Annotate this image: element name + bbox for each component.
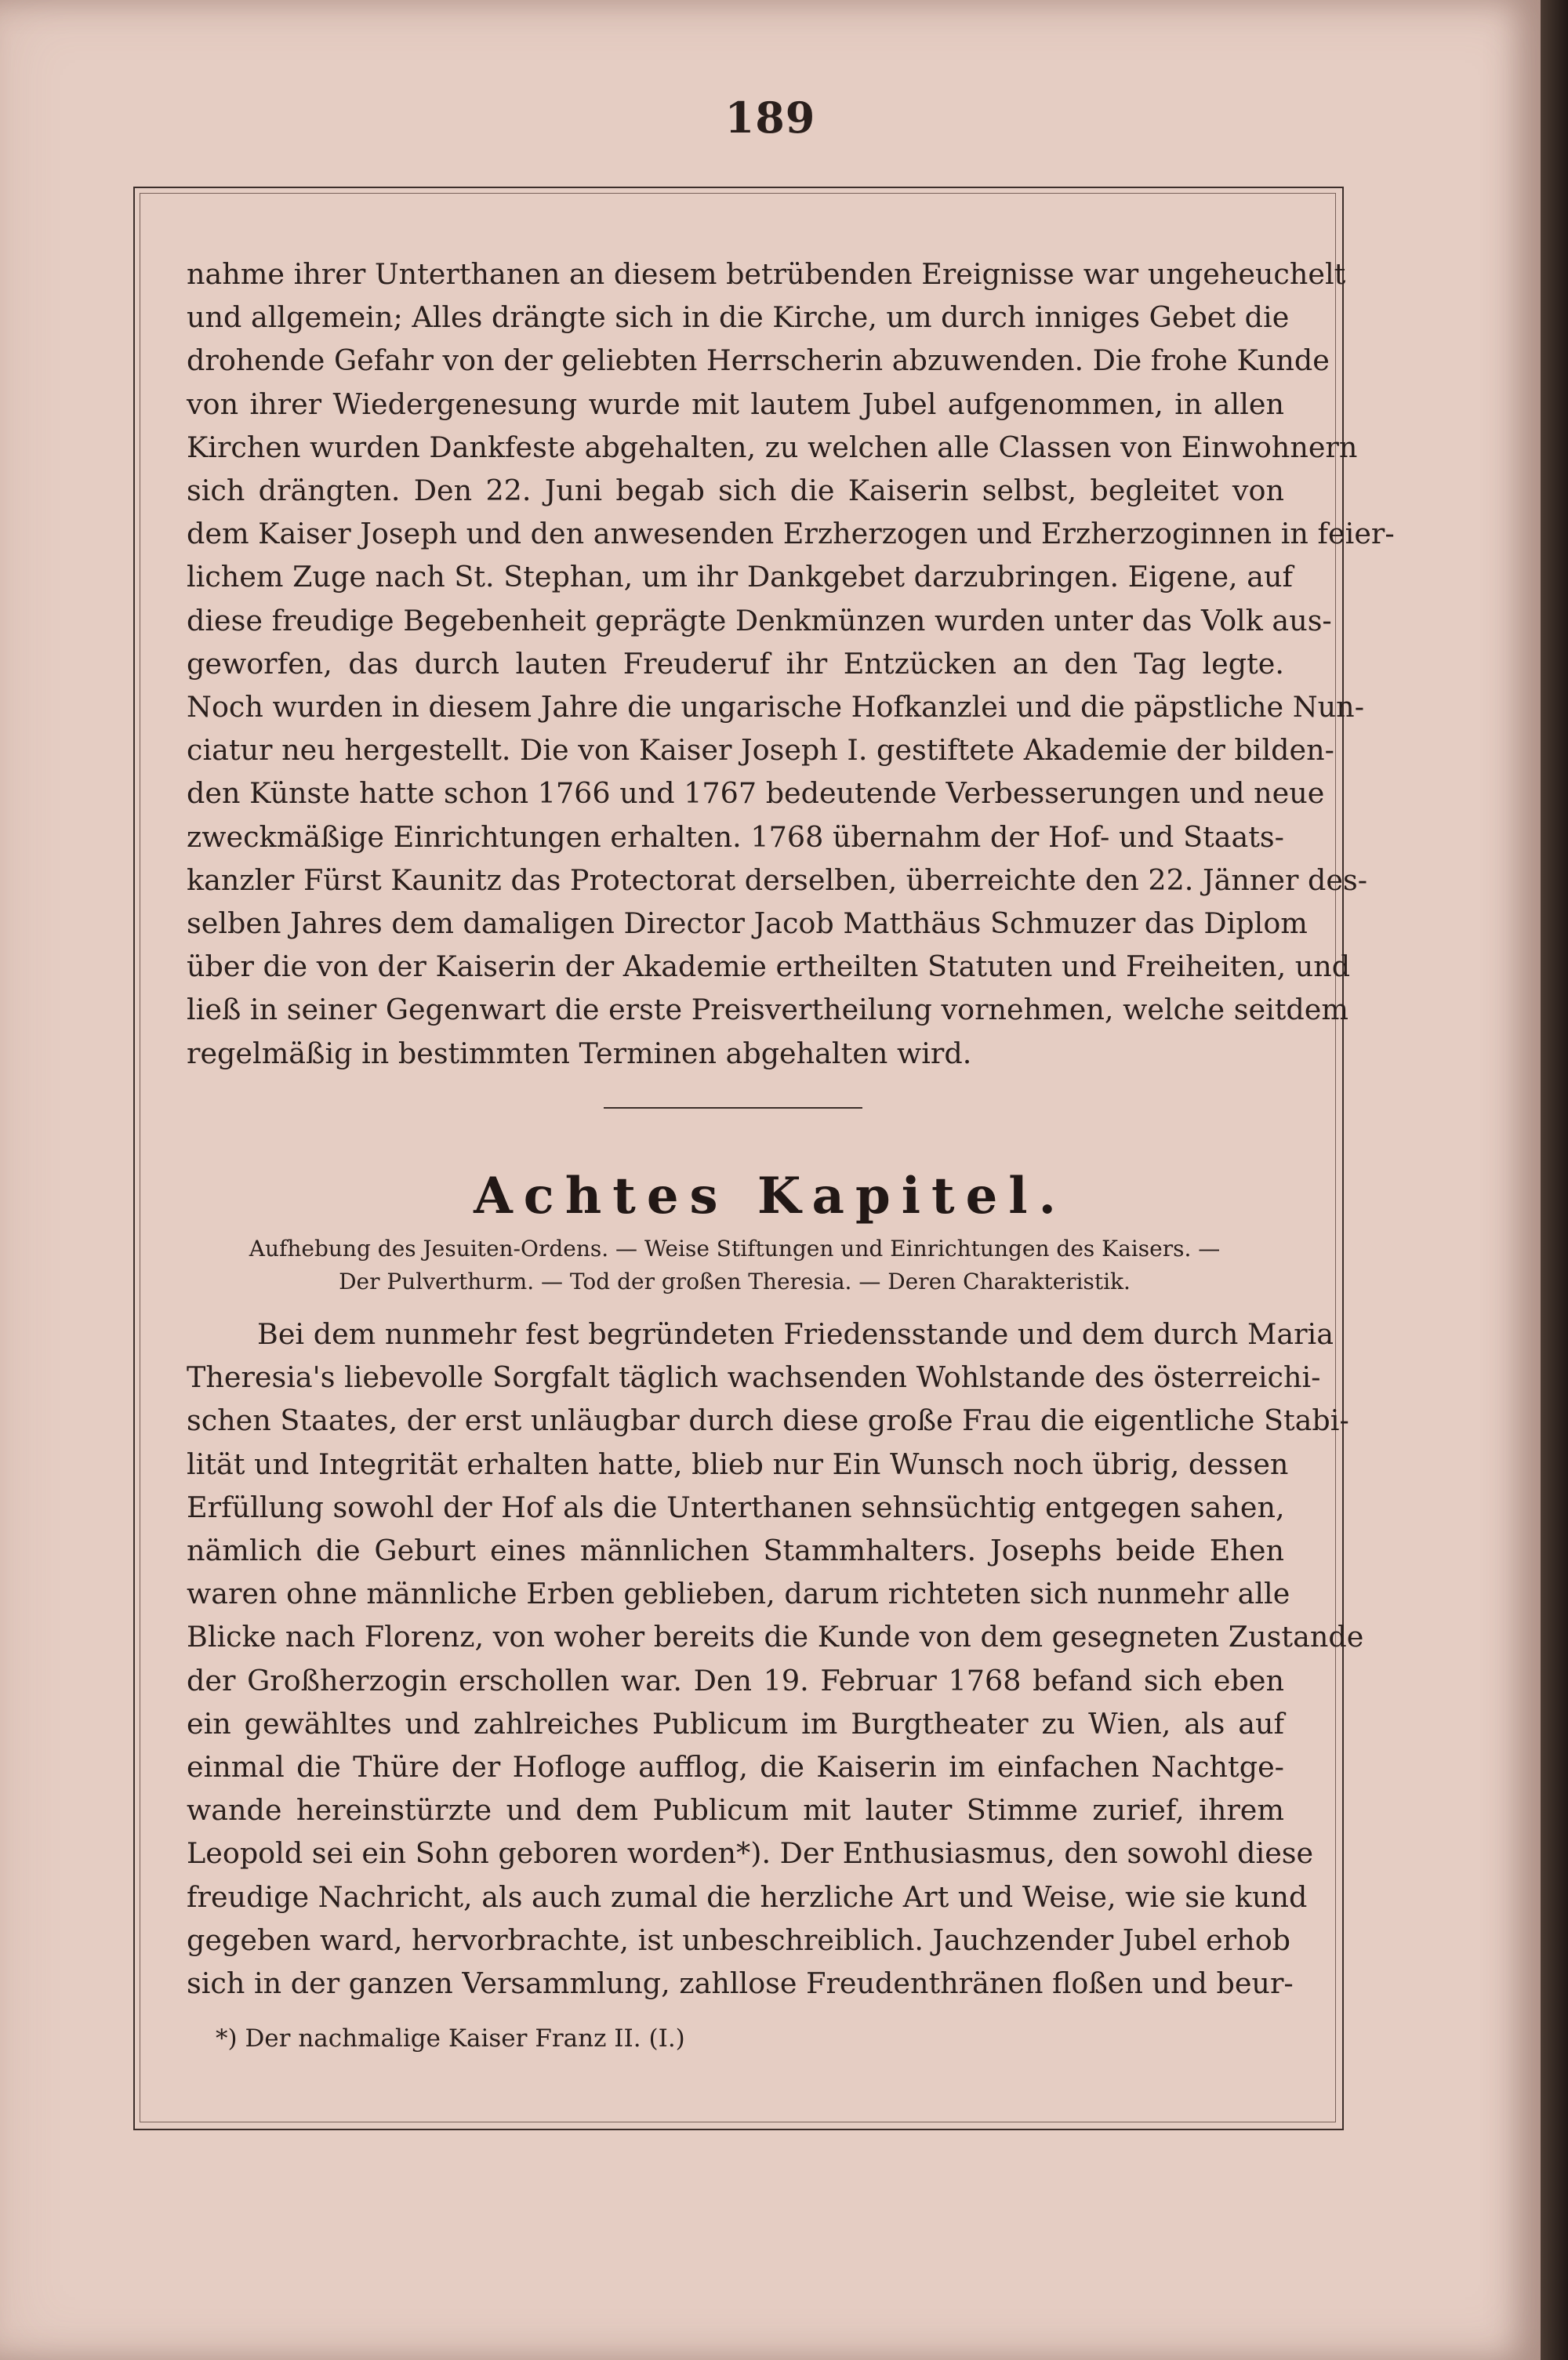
- book-spine-edge: [1541, 0, 1568, 2360]
- text-line: Erfüllung sowohl der Hof als die Unterthanen sehnsüchtig entgegen sahen,: [187, 1490, 1285, 1524]
- paragraph-continued: [187, 252, 1395, 1075]
- text-line: schen Staates, der erst unläugbar durch diese große Frau die eigentliche Stabi-: [187, 1403, 1349, 1438]
- text-line: der Großherzogin erschollen war. Den 19. Februar 1768 befand sich eben: [187, 1663, 1284, 1697]
- text-line: sich drängten. Den 22. Juni begab sich die Kaiserin selbst, begleitet von: [187, 474, 1284, 508]
- text-line: über die von der Kaiserin der Akademie ertheilten Statuten und Freiheiten, und: [187, 949, 1351, 984]
- text-line: ciatur neu hergestellt. Die von Kaiser Joseph I. gestiftete Akademie der bilden-: [187, 733, 1334, 768]
- chapter-summary: [182, 1233, 1287, 1298]
- text-line: zweckmäßige Einrichtungen erhalten. 1768 übernahm der Hof- und Staats-: [187, 819, 1284, 854]
- text-line: Blicke nach Florenz, von woher bereits die Kunde von dem gesegneten Zustande: [187, 1620, 1364, 1654]
- text-line: Noch wurden in diesem Jahre die ungarische Hofkanzlei und die päpstliche Nun-: [187, 690, 1365, 724]
- section-divider: [604, 1107, 862, 1109]
- text-line: kanzler Fürst Kaunitz das Protectorat derselben, überreichte den 22. Jänner des-: [187, 862, 1368, 897]
- summary-line: Aufhebung des Jesuiten-Ordens. — Weise Stiftungen und Einrichtungen des Kaisers. —: [249, 1236, 1221, 1262]
- text-line: Bei dem nunmehr fest begründeten Friedensstande und dem durch Maria: [257, 1317, 1334, 1351]
- text-line: nämlich die Geburt eines männlichen Stammhalters. Josephs beide Ehen: [187, 1534, 1284, 1568]
- text-line: Theresia's liebevolle Sorgfalt täglich wachsenden Wohlstande des österreichi-: [187, 1360, 1321, 1395]
- text-line: nahme ihrer Unterthanen an diesem betrübenden Ereignisse war ungeheuchelt: [187, 257, 1346, 291]
- text-line: sich in der ganzen Versammlung, zahllose Freudenthränen floßen und beur-: [187, 1966, 1294, 2001]
- text-line: lität und Integrität erhalten hatte, blieb nur Ein Wunsch noch übrig, dessen: [187, 1447, 1289, 1481]
- text-line: dem Kaiser Joseph und den anwesenden Erzherzogen und Erzherzoginnen in feier-: [187, 517, 1395, 551]
- footnote: *) Der nachmalige Kaiser Franz II. (I.): [216, 2024, 685, 2053]
- text-line: einmal die Thüre der Hofloge aufflog, die Kaiserin im einfachen Nachtge-: [187, 1750, 1284, 1785]
- text-line: von ihrer Wiedergenesung wurde mit lautem Jubel aufgenommen, in allen: [187, 387, 1284, 421]
- text-line: ein gewähltes und zahlreiches Publicum im Burgtheater zu Wien, als auf: [187, 1706, 1284, 1741]
- text-line: und allgemein; Alles drängte sich in die Kirche, um durch inniges Gebet die: [187, 300, 1290, 335]
- page-number: 189: [724, 93, 816, 143]
- text-line: waren ohne männliche Erben geblieben, darum richteten sich nunmehr alle: [187, 1577, 1290, 1611]
- text-line: Leopold sei ein Sohn geboren worden*). Der Enthusiasmus, den sowohl diese: [187, 1836, 1314, 1871]
- text-line: freudige Nachricht, als auch zumal die herzliche Art und Weise, wie sie kund: [187, 1879, 1308, 1914]
- chapter-title: Achtes Kapitel.: [474, 1167, 1067, 1225]
- summary-line: Der Pulverthurm. — Tod der großen Theresia. — Deren Charakteristik.: [339, 1269, 1131, 1294]
- text-line: geworfen, das durch lauten Freuderuf ihr Entzücken an den Tag legte.: [187, 646, 1284, 681]
- text-line: gegeben ward, hervorbrachte, ist unbeschreiblich. Jauchzender Jubel erhob: [187, 1922, 1291, 1957]
- text-line: drohende Gefahr von der geliebten Herrscherin abzuwenden. Die frohe Kunde: [187, 343, 1330, 378]
- text-line: lichem Zuge nach St. Stephan, um ihr Dankgebet darzubringen. Eigene, auf: [187, 560, 1294, 594]
- text-line: selben Jahres dem damaligen Director Jacob Matthäus Schmuzer das Diplom: [187, 906, 1308, 941]
- chapter-paragraph: [187, 1313, 1364, 2005]
- text-line: Kirchen wurden Dankfeste abgehalten, zu welchen alle Classen von Einwohnern: [187, 430, 1358, 464]
- text-line: den Künste hatte schon 1766 und 1767 bedeutende Verbesserungen und neue: [187, 776, 1325, 811]
- text-line: ließ in seiner Gegenwart die erste Preisvertheilung vornehmen, welche seitdem: [187, 993, 1349, 1027]
- text-line: regelmäßig in bestimmten Terminen abgehalten wird.: [187, 1036, 972, 1070]
- text-line: wande hereinstürzte und dem Publicum mit lauter Stimme zurief, ihrem: [187, 1793, 1284, 1828]
- text-line: diese freudige Begebenheit geprägte Denkmünzen wurden unter das Volk aus-: [187, 603, 1332, 637]
